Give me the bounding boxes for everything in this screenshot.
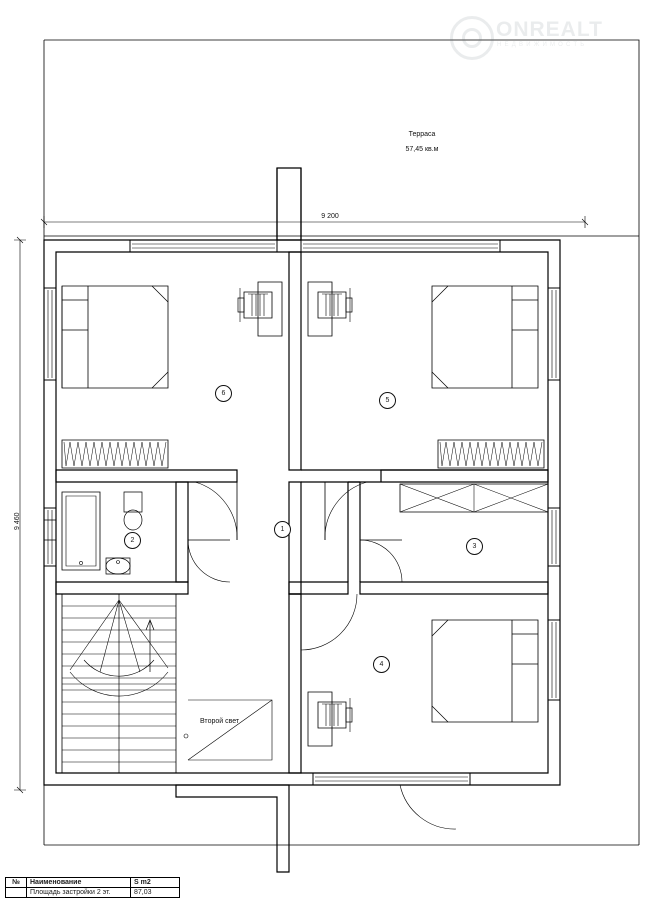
legend-header-area: S m2 — [131, 878, 180, 888]
room-number-6: 6 — [215, 385, 232, 402]
dimension-top: 9 200 — [321, 213, 339, 220]
legend-cell-name: Площадь застройки 2 эт. — [27, 888, 131, 898]
room-number-1: 1 — [274, 521, 291, 538]
terrace-area: 57,45 кв.м — [405, 146, 439, 153]
void-label: Второй свет — [200, 718, 240, 725]
dimension-left: 9 460 — [14, 512, 21, 530]
room-number-3: 3 — [466, 538, 483, 555]
legend-cell-num — [6, 888, 27, 898]
room-number-5: 5 — [379, 392, 396, 409]
room-number-2: 2 — [124, 532, 141, 549]
legend-table — [5, 877, 180, 898]
table-row — [6, 888, 180, 898]
watermark-brand: ONREALT — [496, 18, 603, 41]
legend-header-name: Наименование — [27, 878, 131, 888]
watermark-tagline: НЕДВИЖИМОСТЬ — [497, 42, 588, 48]
room-number-4: 4 — [373, 656, 390, 673]
legend-header-row — [6, 878, 180, 888]
legend-cell-area: 87,03 — [131, 888, 180, 898]
terrace-name: Терраса — [408, 131, 436, 138]
legend-header-num: № — [6, 878, 27, 888]
